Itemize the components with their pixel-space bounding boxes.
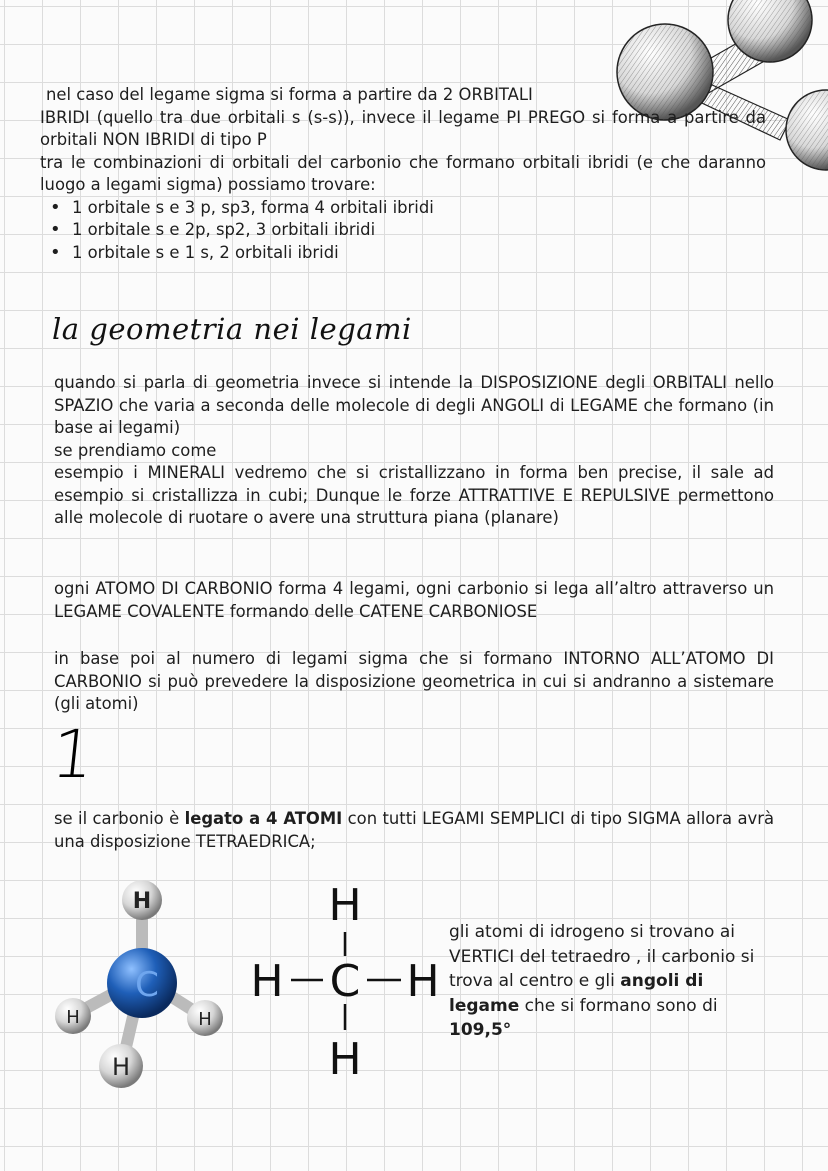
list-item: • 1 orbitale s e 3 p, sp3, forma 4 orbitali ibridi xyxy=(40,197,766,220)
caption-text-a: gli atomi di idrogeno si trovano ai VERTICI del tetraedro , il carbonio si trova al centro e gli xyxy=(449,922,755,991)
case-1-paragraph xyxy=(54,808,774,853)
caption-text-b: che si formano sono di xyxy=(519,995,718,1016)
intro-block xyxy=(40,84,766,264)
intro-line-2: IBRIDI (quello tra due orbitali s (s-s)), invece il legame PI PREGO si forma a partire da orbitali NON IBRIDI di tipo P xyxy=(40,107,766,149)
h-label: H xyxy=(406,956,440,1007)
minerals-paragraph: esempio i MINERALI vedremo che si cristallizzano in forma ben precise, il sale ad esempio si cristallizza in cubi; Dunque le forze ATTRATTIVE E REPULSIVE permettono alle molecole di ruotare o avere una struttura piana (planare) xyxy=(54,463,774,527)
minerals-lead: se prendiamo come xyxy=(54,440,217,460)
section-title: la geometria nei legami xyxy=(52,312,412,346)
caption-text xyxy=(449,920,779,1043)
caption-bold-b: 109,5° xyxy=(449,1020,512,1040)
orbital-list xyxy=(40,197,766,265)
molecule-caption xyxy=(449,920,779,1043)
tetrahedral-bold: legato a 4 ATOMI xyxy=(184,809,343,828)
h-label: H xyxy=(132,889,152,914)
h-label: H xyxy=(198,1009,212,1030)
tetrahedral-text-a: se il carbonio è xyxy=(54,809,185,828)
intro-line-1: nel caso del legame sigma si forma a partire da 2 ORBITALI xyxy=(46,85,533,104)
section-paragraph-1 xyxy=(54,372,774,530)
carbon-bonds-paragraph: ogni ATOMO DI CARBONIO forma 4 legami, ogni carbonio si lega all’altro attraverso un LEGAME COVALENTE formando delle CATENE CARBONIOSE xyxy=(54,579,774,621)
methane-structural-formula xyxy=(245,880,445,1085)
c-label: C xyxy=(329,956,361,1007)
h-label: H xyxy=(328,1034,362,1085)
h-label: H xyxy=(328,880,362,931)
tetrahedral-text-b: con tutti LEGAMI SEMPLICI di tipo SIGMA allora avrà una disposizione TETRAEDRICA; xyxy=(54,809,774,851)
sigma-bonds-paragraph: in base poi al numero di legami sigma che si formano INTORNO ALL’ATOMO DI CARBONIO si può prevedere la disposizione geometrica in cui si andranno a sistemare (gli atomi) xyxy=(54,649,774,713)
tetrahedral-text xyxy=(54,808,774,853)
intro-line-3: tra le combinazioni di orbitali del carbonio che formano orbitali ibridi (e che daranno luogo a legami sigma) possiamo trovare: xyxy=(40,152,766,194)
list-item: • 1 orbitale s e 1 s, 2 orbitali ibridi xyxy=(40,242,766,265)
caption-bold-a: angoli di legame xyxy=(449,971,704,1016)
geometry-definition: quando si parla di geometria invece si intende la DISPOSIZIONE degli ORBITALI nello SPAZIO che varia a seconda delle molecole di degli ANGOLI di LEGAME che formano (in base ai legami) xyxy=(54,373,774,437)
section-paragraph-2 xyxy=(54,578,774,623)
h-label: H xyxy=(250,956,284,1007)
list-item: • 1 orbitale s e 2p, sp2, 3 orbitali ibridi xyxy=(40,219,766,242)
h-label: H xyxy=(66,1007,80,1028)
methane-3d-model xyxy=(55,868,255,1088)
h-label: H xyxy=(111,1053,131,1081)
c-label: C xyxy=(135,965,159,1005)
section-paragraph-3 xyxy=(54,648,774,716)
case-number: 1 xyxy=(47,716,99,793)
